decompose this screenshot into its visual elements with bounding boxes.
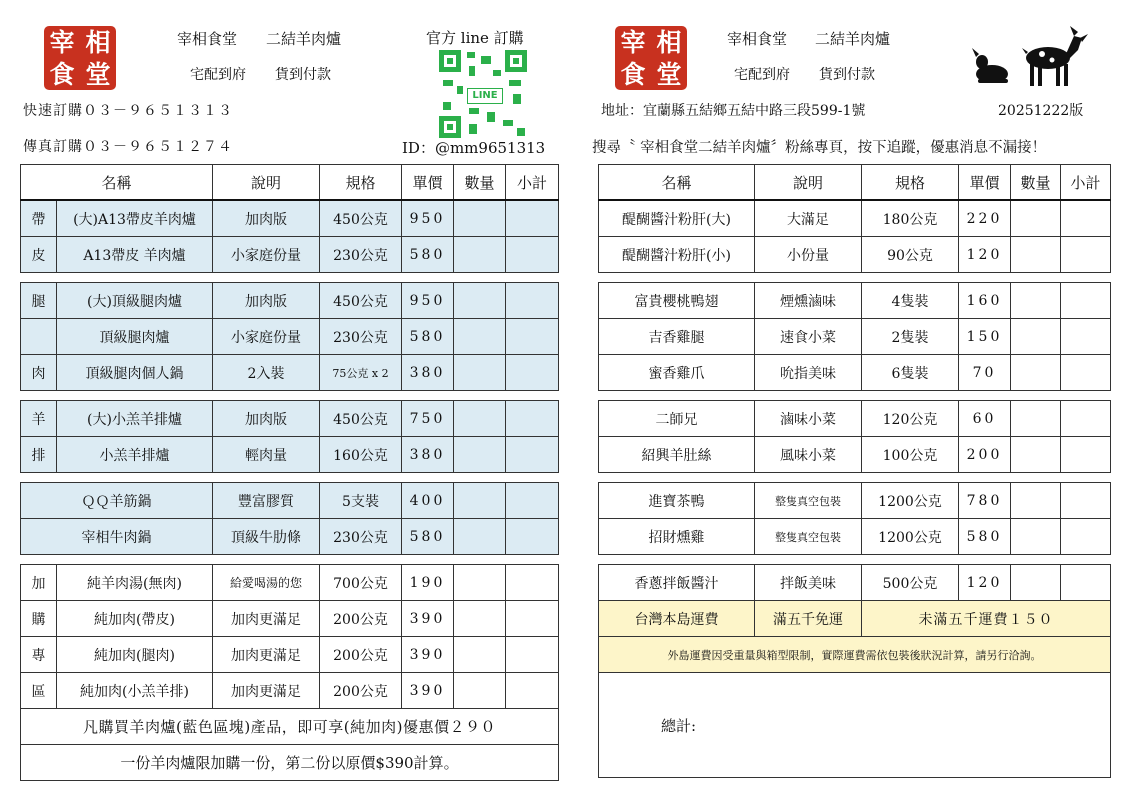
item-desc: 小家庭份量 — [213, 237, 320, 273]
item-name: 小羔羊排爐 — [57, 437, 213, 473]
table-row — [599, 200, 1111, 237]
item-desc: 整隻真空包裝 — [755, 519, 862, 555]
subtotal-cell[interactable] — [1061, 283, 1111, 319]
item-name: (大)小羔羊排爐 — [57, 401, 213, 437]
island-shipping-note: 外島運費因受重量與箱型限制，實際運費需依包裝後狀況計算，請另行洽詢。 — [599, 637, 1111, 673]
quantity-cell[interactable] — [454, 319, 506, 355]
column-header: 數量 — [454, 165, 506, 201]
item-desc: 給愛喝湯的您 — [213, 565, 320, 601]
quantity-cell[interactable] — [1011, 483, 1061, 519]
version: 20251222版 — [998, 103, 1084, 119]
seal-char: 相 — [85, 27, 111, 57]
item-name: (大)頂級腿肉爐 — [57, 283, 213, 319]
item-price: 390 — [402, 601, 454, 637]
item-price: 580 — [402, 519, 454, 555]
quantity-cell[interactable] — [1011, 565, 1061, 601]
table-row — [21, 565, 559, 601]
table-row — [599, 237, 1111, 273]
item-spec: 100公克 — [862, 437, 959, 473]
right-order-table — [598, 164, 1111, 778]
column-header: 單價 — [959, 165, 1011, 201]
subtotal-cell[interactable] — [506, 519, 559, 555]
item-desc: 加肉更滿足 — [213, 673, 320, 709]
table-row — [21, 637, 559, 673]
quantity-cell[interactable] — [454, 565, 506, 601]
item-price: 120 — [959, 237, 1011, 273]
shop-subtitle: 二結羊肉爐 — [266, 30, 342, 48]
subtotal-cell[interactable] — [506, 283, 559, 319]
quantity-cell[interactable] — [454, 401, 506, 437]
category-label: 腿 — [21, 283, 57, 319]
item-spec: 450公克 — [320, 283, 402, 319]
subtotal-cell[interactable] — [506, 237, 559, 273]
quantity-cell[interactable] — [1011, 319, 1061, 355]
item-price: 780 — [959, 483, 1011, 519]
item-desc: 速食小菜 — [755, 319, 862, 355]
item-spec: 90公克 — [862, 237, 959, 273]
subtotal-cell[interactable] — [506, 319, 559, 355]
shop-name: 宰相食堂 — [177, 30, 238, 48]
table-row — [21, 673, 559, 709]
table-row — [21, 401, 559, 437]
item-price: 380 — [402, 437, 454, 473]
column-header: 名稱 — [21, 165, 213, 201]
table-row — [599, 483, 1111, 519]
column-header: 單價 — [402, 165, 454, 201]
item-price: 190 — [402, 565, 454, 601]
item-desc: 吮指美味 — [755, 355, 862, 391]
quantity-cell[interactable] — [454, 601, 506, 637]
item-name: 醍醐醬汁粉肝(小) — [599, 237, 755, 273]
item-spec: 500公克 — [862, 565, 959, 601]
item-name: 進寶茶鴨 — [599, 483, 755, 519]
category-label: 購 — [21, 601, 57, 637]
shop-subtitle-right: 二結羊肉爐 — [815, 30, 891, 48]
item-spec: 230公克 — [320, 519, 402, 555]
island-note-row — [599, 637, 1111, 673]
item-price: 580 — [402, 319, 454, 355]
shop-name-right: 宰相食堂 — [727, 30, 788, 48]
category-label: 肉 — [21, 355, 57, 391]
quantity-cell[interactable] — [1011, 519, 1061, 555]
item-price: 120 — [959, 565, 1011, 601]
delivery-text-right: 宅配到府 — [734, 67, 790, 83]
quantity-cell[interactable] — [454, 637, 506, 673]
subtotal-cell[interactable] — [506, 200, 559, 237]
item-spec: 200公克 — [320, 601, 402, 637]
goat-icon — [970, 24, 1088, 90]
total-row — [599, 673, 1111, 778]
subtotal-cell[interactable] — [1061, 355, 1111, 391]
line-id: ID：@mm9651313 — [402, 139, 546, 157]
item-spec: 1200公克 — [862, 483, 959, 519]
item-desc: 加肉版 — [213, 401, 320, 437]
subtotal-cell[interactable] — [506, 673, 559, 709]
item-name: 富貴櫻桃鴨翅 — [599, 283, 755, 319]
item-name: 香蔥拌飯醬汁 — [599, 565, 755, 601]
item-desc: 拌飯美味 — [755, 565, 862, 601]
quantity-cell[interactable] — [1011, 283, 1061, 319]
quantity-cell[interactable] — [1011, 401, 1061, 437]
item-spec: 5支裝 — [320, 483, 402, 519]
item-spec: 450公克 — [320, 401, 402, 437]
promo-limit-note: 一份羊肉爐限加購一份，第二份以原價$390計算。 — [21, 745, 559, 781]
subtotal-cell[interactable] — [506, 565, 559, 601]
table-row — [599, 565, 1111, 601]
table-row — [21, 437, 559, 473]
item-price: 950 — [402, 200, 454, 237]
subtotal-cell[interactable] — [1061, 519, 1111, 555]
table-row — [21, 319, 559, 355]
item-name: 頂級腿肉個人鍋 — [57, 355, 213, 391]
item-desc: 加肉更滿足 — [213, 637, 320, 673]
table-row — [599, 355, 1111, 391]
column-header: 說明 — [755, 165, 862, 201]
item-price: 220 — [959, 200, 1011, 237]
subtotal-cell[interactable] — [1061, 483, 1111, 519]
subtotal-cell[interactable] — [1061, 437, 1111, 473]
cod-text: 貨到付款 — [275, 67, 331, 83]
item-name: 純羊肉湯(無肉) — [57, 565, 213, 601]
item-desc: 豐富膠質 — [213, 483, 320, 519]
item-name: ＱＱ羊筋鍋 — [21, 483, 213, 519]
category-label: 專 — [21, 637, 57, 673]
quantity-cell[interactable] — [454, 483, 506, 519]
item-name: 純加肉(小羔羊排) — [57, 673, 213, 709]
table-row — [599, 283, 1111, 319]
item-spec: 4隻裝 — [862, 283, 959, 319]
shipping-row — [599, 601, 1111, 637]
item-price: 390 — [402, 673, 454, 709]
category-label — [21, 319, 57, 355]
seal-char: 宰 — [620, 27, 646, 57]
fax-order: 傳真訂購０３－９６５１２７４ — [23, 139, 233, 155]
item-price: 580 — [959, 519, 1011, 555]
cod-text-right: 貨到付款 — [819, 67, 875, 83]
total-label: 總計: — [661, 716, 697, 735]
seal-char: 宰 — [49, 27, 75, 57]
quantity-cell[interactable] — [1011, 355, 1061, 391]
shipping-label: 台灣本島運費 — [599, 601, 755, 637]
item-name: 純加肉(腿肉) — [57, 637, 213, 673]
subtotal-cell[interactable] — [1061, 237, 1111, 273]
table-row — [21, 237, 559, 273]
seal-char: 食 — [620, 59, 646, 89]
subtotal-cell[interactable] — [1061, 319, 1111, 355]
item-price: 200 — [959, 437, 1011, 473]
item-desc: 滷味小菜 — [755, 401, 862, 437]
item-name: A13帶皮 羊肉爐 — [57, 237, 213, 273]
subtotal-cell[interactable] — [1061, 401, 1111, 437]
table-row — [21, 519, 559, 555]
item-spec: 230公克 — [320, 237, 402, 273]
item-price: 400 — [402, 483, 454, 519]
column-header: 說明 — [213, 165, 320, 201]
category-label: 區 — [21, 673, 57, 709]
subtotal-cell[interactable] — [506, 637, 559, 673]
item-spec: 230公克 — [320, 319, 402, 355]
quantity-cell[interactable] — [454, 355, 506, 391]
quantity-cell[interactable] — [454, 437, 506, 473]
category-label: 帶 — [21, 200, 57, 237]
item-price: 390 — [402, 637, 454, 673]
column-header: 規格 — [862, 165, 959, 201]
item-price: 380 — [402, 355, 454, 391]
quantity-cell[interactable] — [454, 283, 506, 319]
item-spec: 160公克 — [320, 437, 402, 473]
item-desc: 小份量 — [755, 237, 862, 273]
item-desc: 輕肉量 — [213, 437, 320, 473]
item-name: 紹興羊肚絲 — [599, 437, 755, 473]
item-spec: 200公克 — [320, 673, 402, 709]
quantity-cell[interactable] — [1011, 237, 1061, 273]
column-header: 數量 — [1011, 165, 1061, 201]
item-desc: 小家庭份量 — [213, 319, 320, 355]
item-desc: 整隻真空包裝 — [755, 483, 862, 519]
subtotal-cell[interactable] — [506, 437, 559, 473]
item-spec: 700公克 — [320, 565, 402, 601]
item-desc: 2入裝 — [213, 355, 320, 391]
item-desc: 大滿足 — [755, 200, 862, 237]
table-row — [599, 319, 1111, 355]
promo-note-row — [21, 709, 559, 745]
item-name: 宰相牛肉鍋 — [21, 519, 213, 555]
subtotal-cell[interactable] — [506, 601, 559, 637]
table-row — [21, 483, 559, 519]
quantity-cell[interactable] — [454, 519, 506, 555]
item-name: 吉香雞腿 — [599, 319, 755, 355]
shop-seal-logo-right — [615, 26, 687, 90]
table-row — [599, 519, 1111, 555]
column-header: 小計 — [1061, 165, 1111, 201]
seal-char: 相 — [656, 27, 682, 57]
item-name: 二師兄 — [599, 401, 755, 437]
item-desc: 煙燻滷味 — [755, 283, 862, 319]
item-desc: 加肉更滿足 — [213, 601, 320, 637]
item-name: 純加肉(帶皮) — [57, 601, 213, 637]
quantity-cell[interactable] — [1011, 200, 1061, 237]
table-header-row — [21, 165, 559, 201]
item-name: 蜜香雞爪 — [599, 355, 755, 391]
column-header: 名稱 — [599, 165, 755, 201]
item-price: 60 — [959, 401, 1011, 437]
item-spec: 120公克 — [862, 401, 959, 437]
quantity-cell[interactable] — [1011, 437, 1061, 473]
category-label: 羊 — [21, 401, 57, 437]
delivery-text: 宅配到府 — [190, 67, 246, 83]
quantity-cell[interactable] — [454, 237, 506, 273]
item-spec: 1200公克 — [862, 519, 959, 555]
table-row — [21, 200, 559, 237]
fanpage-slogan: 搜尋〝 宰相食堂二結羊肉爐〞粉絲專頁，按下追蹤，優惠消息不漏接！ — [592, 140, 1047, 156]
line-order-title: 官方 line 訂購 — [426, 29, 524, 47]
shipping-fee-text: 未滿五千運費１５０ — [862, 601, 1111, 637]
item-desc: 加肉版 — [213, 283, 320, 319]
subtotal-cell[interactable] — [506, 483, 559, 519]
category-label: 皮 — [21, 237, 57, 273]
quantity-cell[interactable] — [454, 673, 506, 709]
line-badge: LINE — [467, 88, 503, 104]
table-header-row — [599, 165, 1111, 201]
item-name: 醍醐醬汁粉肝(大) — [599, 200, 755, 237]
item-spec: 450公克 — [320, 200, 402, 237]
address: 地址：宜蘭縣五結鄉五結中路三段599-1號 — [601, 103, 866, 119]
promo-note: 凡購買羊肉爐(藍色區塊)產品，即可享(純加肉)優惠價２９０ — [21, 709, 559, 745]
table-row — [599, 437, 1111, 473]
item-spec: 200公克 — [320, 637, 402, 673]
subtotal-cell[interactable] — [1061, 565, 1111, 601]
table-row — [599, 401, 1111, 437]
phone-order: 快速訂購０３－９６５１３１３ — [23, 103, 233, 119]
item-desc: 頂級牛肋條 — [213, 519, 320, 555]
category-label: 加 — [21, 565, 57, 601]
line-qr-code-icon[interactable] — [439, 50, 527, 138]
item-name: 頂級腿肉爐 — [57, 319, 213, 355]
free-shipping-text: 滿五千免運 — [755, 601, 862, 637]
item-spec: 6隻裝 — [862, 355, 959, 391]
left-order-table — [20, 164, 559, 781]
promo-note-row — [21, 745, 559, 781]
table-row — [21, 355, 559, 391]
quantity-cell[interactable] — [454, 200, 506, 237]
item-price: 580 — [402, 237, 454, 273]
item-name: (大)A13帶皮羊肉爐 — [57, 200, 213, 237]
seal-char: 食 — [49, 59, 75, 89]
item-desc: 加肉版 — [213, 200, 320, 237]
column-header: 規格 — [320, 165, 402, 201]
item-spec: 2隻裝 — [862, 319, 959, 355]
item-spec: 75公克 x 2 — [320, 355, 402, 391]
seal-char: 堂 — [85, 59, 111, 89]
item-price: 160 — [959, 283, 1011, 319]
category-label: 排 — [21, 437, 57, 473]
subtotal-cell[interactable] — [1061, 200, 1111, 237]
table-row — [21, 283, 559, 319]
shop-seal-logo — [44, 26, 116, 90]
column-header: 小計 — [506, 165, 559, 201]
seal-char: 堂 — [656, 59, 682, 89]
total-cell[interactable] — [599, 673, 1111, 778]
item-desc: 風味小菜 — [755, 437, 862, 473]
item-price: 70 — [959, 355, 1011, 391]
item-name: 招財燻雞 — [599, 519, 755, 555]
subtotal-cell[interactable] — [506, 401, 559, 437]
item-price: 750 — [402, 401, 454, 437]
table-row — [21, 601, 559, 637]
subtotal-cell[interactable] — [506, 355, 559, 391]
item-price: 150 — [959, 319, 1011, 355]
item-spec: 180公克 — [862, 200, 959, 237]
item-price: 950 — [402, 283, 454, 319]
